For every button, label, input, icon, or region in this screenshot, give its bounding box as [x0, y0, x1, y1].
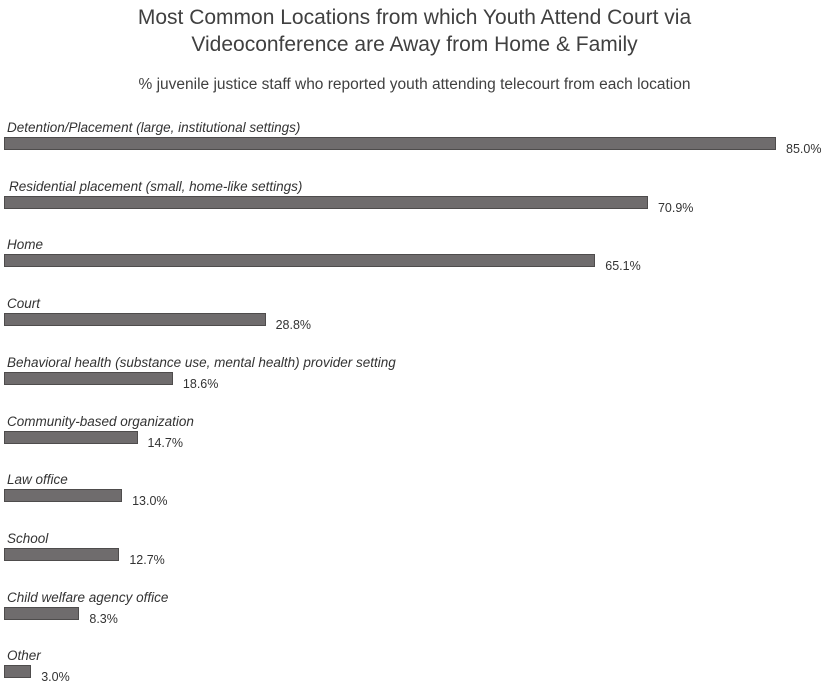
category-label: Behavioral health (substance use, mental health) provider setting — [7, 354, 396, 370]
category-label: Detention/Placement (large, institutional settings) — [7, 120, 301, 135]
data-label: 28.8% — [275, 318, 312, 333]
category-label: Child welfare agency office — [7, 589, 169, 605]
bar — [4, 137, 776, 150]
category-label: School — [7, 530, 49, 546]
category-label: Court — [7, 296, 41, 312]
bar — [4, 548, 119, 561]
category-label: Other — [7, 648, 41, 664]
category-label: Community-based organization — [7, 413, 194, 429]
bar — [4, 313, 266, 326]
chart-subtitle: % juvenile justice staff who reported youth attending telecourt from each location — [138, 76, 691, 93]
bar — [4, 196, 648, 209]
data-label: 3.0% — [41, 670, 70, 684]
data-label: 65.1% — [605, 259, 641, 274]
bar — [4, 607, 79, 620]
data-label: 12.7% — [129, 552, 165, 567]
data-label: 85.0% — [786, 142, 822, 156]
data-label: 14.7% — [147, 435, 183, 450]
data-label: 70.9% — [657, 200, 694, 215]
chart-title-line-2: Videoconference are Away from Home & Family — [191, 33, 638, 56]
chart-title-line-1: Most Common Locations from which Youth Attend Court via — [137, 6, 692, 29]
bar — [4, 372, 173, 385]
bar — [4, 254, 595, 267]
bar — [4, 665, 31, 678]
bar — [4, 431, 138, 444]
category-label: Law office — [7, 472, 68, 488]
category-label: Home — [7, 237, 44, 253]
bar — [4, 489, 122, 502]
data-label: 18.6% — [182, 376, 219, 391]
category-label: Residential placement (small, home-like settings) — [9, 178, 303, 194]
data-label: 13.0% — [132, 494, 168, 509]
data-label: 8.3% — [89, 611, 118, 626]
